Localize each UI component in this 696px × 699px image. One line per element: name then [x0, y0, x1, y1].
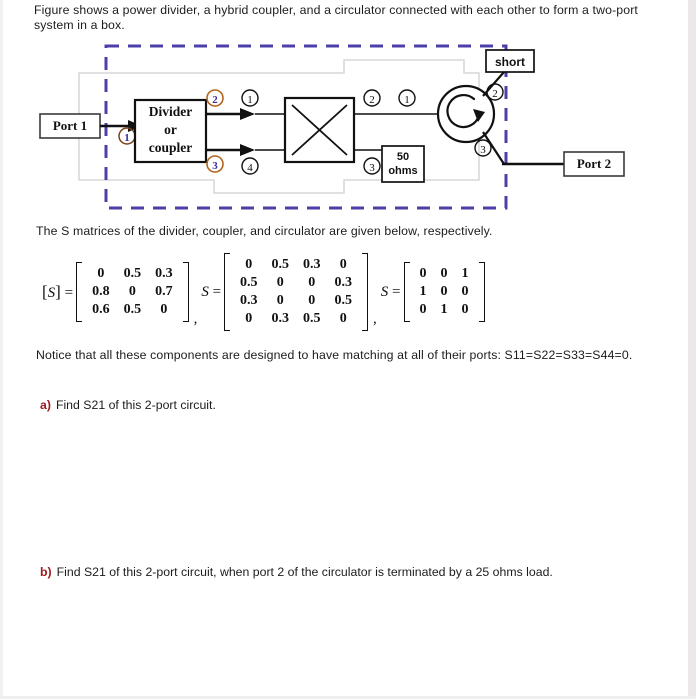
port2-label: Port 2 [576, 156, 612, 171]
question-b-label: b) [40, 565, 52, 579]
circulator-matrix-group [381, 262, 485, 322]
matrix-cell: 0 [339, 257, 347, 272]
question-a-label: a) [40, 398, 51, 412]
matrix-cell: 0.6 [92, 302, 110, 317]
matrix-cell: 0.3 [334, 275, 353, 290]
short-label: short [495, 55, 525, 69]
circulator-port-2-label: 2 [492, 88, 498, 100]
matrix-cell: 0.3 [240, 293, 258, 308]
page-left-edge [0, 0, 3, 699]
circulator-to-port2-diagonal [483, 132, 504, 164]
divider-matrix [76, 262, 189, 322]
matrix-cell: 0 [461, 302, 469, 317]
matrix-cell: 1 [461, 266, 469, 281]
matrix-cell: 0 [461, 284, 469, 299]
coupler-port-2-label: 2 [369, 94, 375, 106]
matrix-cell: 0.5 [240, 275, 258, 290]
circulator-matrix-lead: S = [380, 283, 401, 300]
matrix-cell: 0 [308, 293, 316, 308]
circulator-port-1-label: 1 [404, 94, 410, 106]
divider-label-line1: Divider [148, 104, 193, 119]
matrix-cell: 0.5 [303, 311, 321, 326]
port1-label: Port 1 [52, 118, 88, 133]
smatrix-equation-row [42, 252, 485, 332]
question-b [40, 565, 553, 580]
question-a-text: Find S21 of this 2-port circuit. [55, 398, 216, 412]
coupler-matrix [224, 253, 368, 331]
matrix-cell: 0 [276, 293, 284, 308]
matrix-cell: 0.7 [155, 284, 173, 299]
matrix-cell: 0 [440, 266, 448, 281]
matrix-cell: 0.3 [155, 266, 173, 281]
hybrid-coupler-block [285, 98, 354, 162]
coupler-port-3-label: 3 [369, 162, 375, 174]
intro-paragraph: Figure shows a power divider, a hybrid coupler, and a circulator connected with each other to form a two-port system in a box. [34, 3, 638, 32]
divider-label-line3: coupler [148, 140, 193, 155]
circulator-port-2-marker [487, 84, 503, 100]
divider-label-line2: or [164, 122, 177, 137]
divider-matrix-group [42, 262, 189, 322]
matrix-cell: 0 [160, 302, 168, 317]
coupler-matrix-group [201, 253, 368, 331]
circulator-matrix [404, 262, 485, 322]
coupler-port-4-label: 4 [247, 162, 253, 174]
divider-port-3-label: 3 [212, 160, 218, 172]
matrix-cell: 0.3 [303, 257, 321, 272]
divider-port-2-label: 2 [212, 94, 218, 106]
matrix-cell: 0 [440, 284, 448, 299]
matrix-cell: 1 [440, 302, 448, 317]
matrix-cell: 0.5 [271, 257, 290, 272]
matrix-cell: 0 [128, 284, 136, 299]
question-b-text: Find S21 of this 2-port circuit, when port 2 of the circulator is terminated by a 25 ohms load. [56, 565, 553, 579]
load-50-ohms-box [382, 146, 424, 182]
circulator-port-3-label: 3 [480, 144, 486, 156]
coupler-port-1-label: 1 [247, 94, 253, 106]
load-label-unit: ohms [388, 165, 418, 177]
matrix-cell: 0.3 [271, 311, 290, 326]
divider-block [135, 100, 206, 162]
smatrix-intro-paragraph: The S matrices of the divider, coupler, and circulator are given below, respectively. [36, 224, 493, 238]
matrix-cell: 0 [419, 266, 427, 281]
notice-paragraph: Notice that all these components are designed to have matching at all of their ports: S11=S22=S33=S44=0. [36, 348, 633, 362]
page-right-edge [688, 0, 696, 699]
matrix-separator-2: , [373, 311, 377, 327]
matrix-separator-1: , [193, 311, 198, 327]
matrix-cell: 0 [245, 257, 253, 272]
circuit-diagram [34, 38, 654, 216]
divider-port-1-label: 1 [124, 132, 130, 144]
matrix-cell: 0 [308, 275, 316, 290]
matrix-cell: 1 [419, 284, 427, 299]
load-label-value: 50 [396, 151, 410, 163]
matrix-cell: 0 [339, 311, 347, 326]
question-a [40, 398, 216, 413]
matrix-cell: 0.5 [123, 266, 142, 281]
matrix-cell: 0 [419, 302, 427, 317]
matrix-cell: 0.5 [123, 302, 142, 317]
coupler-matrix-lead: S = [201, 283, 222, 300]
matrix-cell: 0 [276, 275, 284, 290]
matrix-cell: 0 [97, 266, 105, 281]
port2-box [564, 152, 624, 176]
matrix-cell: 0.5 [334, 293, 353, 308]
matrix-cell: 0 [245, 311, 253, 326]
short-termination-box [486, 50, 534, 72]
port1-box [40, 114, 100, 138]
matrix-cell: 0.8 [92, 284, 110, 299]
divider-matrix-lead: [S] = [42, 282, 74, 301]
